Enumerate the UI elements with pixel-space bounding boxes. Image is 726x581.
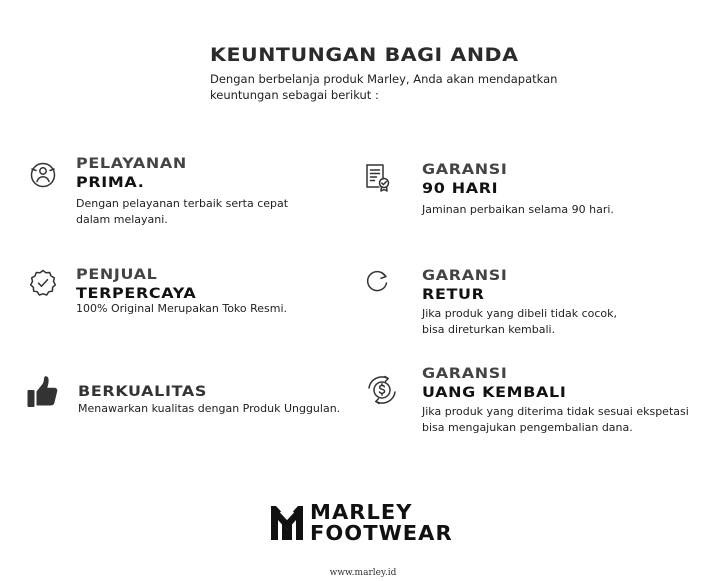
benefit-desc-service (76, 196, 288, 228)
brand-line-1: MARLEY (310, 500, 413, 524)
marley-logo-icon (270, 504, 304, 542)
benefit-heading-line-1: GARANSI (422, 162, 508, 178)
thumbs-up-icon (26, 375, 60, 409)
benefit-heading-line-1: PELAYANAN (76, 156, 187, 172)
benefit-desc-money-back (422, 404, 689, 436)
benefit-desc-line-1: Dengan pelayanan terbaik serta cepat (76, 197, 289, 210)
benefit-heading-line-1: GARANSI (422, 366, 508, 382)
benefit-heading-line-2: RETUR (422, 287, 485, 303)
page-title: KEUNTUNGAN BAGI ANDA (210, 44, 519, 66)
service-person-icon (28, 160, 58, 190)
benefit-desc-line-1: Jika produk yang dibeli tidak cocok, (422, 307, 618, 320)
benefit-desc-line-1: Menawarkan kualitas dengan Produk Unggulan. (78, 402, 341, 415)
benefit-heading-line-2: UANG KEMBALI (422, 385, 567, 401)
benefit-desc-return-warranty (422, 306, 617, 338)
benefit-heading-line-1: BERKUALITAS (78, 384, 208, 400)
benefit-desc-line-2: dalam melayani. (76, 213, 168, 226)
benefit-desc-line-1: Jika produk yang diterima tidak sesuai ekspetasi (422, 405, 689, 418)
benefit-desc-trusted-seller (76, 301, 287, 317)
money-back-icon (364, 374, 400, 406)
benefit-desc-warranty-90 (422, 202, 614, 218)
website-url: www.marley.id (329, 568, 397, 578)
benefit-heading-quality (78, 383, 207, 402)
benefit-heading-service (76, 155, 187, 193)
benefit-heading-warranty-90 (422, 161, 507, 199)
verified-badge-icon (28, 268, 58, 298)
benefit-heading-line-1: GARANSI (422, 268, 508, 284)
benefit-heading-line-2: PRIMA. (76, 175, 145, 191)
benefit-heading-trusted-seller (76, 266, 196, 304)
benefit-heading-line-1: PENJUAL (76, 267, 158, 283)
benefit-heading-return-warranty (422, 267, 507, 305)
brand-line-2: FOOTWEAR (310, 521, 453, 545)
benefit-desc-line-1: Jaminan perbaikan selama 90 hari. (422, 203, 614, 216)
brand-wordmark (310, 502, 453, 544)
benefit-desc-line-2: bisa mengajukan pengembalian dana. (422, 421, 633, 434)
intro-line-1: Dengan berbelanja produk Marley, Anda akan mendapatkan (210, 72, 558, 86)
benefit-heading-line-2: 90 HARI (422, 181, 499, 197)
benefit-desc-line-2: bisa direturkan kembali. (422, 323, 556, 336)
intro-line-2: keuntungan sebagai berikut : (210, 88, 379, 102)
benefit-desc-line-1: 100% Original Merupakan Toko Resmi. (76, 302, 288, 315)
benefit-heading-line-2: TERPERCAYA (76, 286, 197, 302)
benefit-desc-quality (78, 401, 340, 417)
intro-text (210, 71, 570, 103)
certificate-icon (362, 162, 392, 192)
refresh-icon (362, 266, 392, 296)
benefit-heading-money-back (422, 365, 566, 403)
